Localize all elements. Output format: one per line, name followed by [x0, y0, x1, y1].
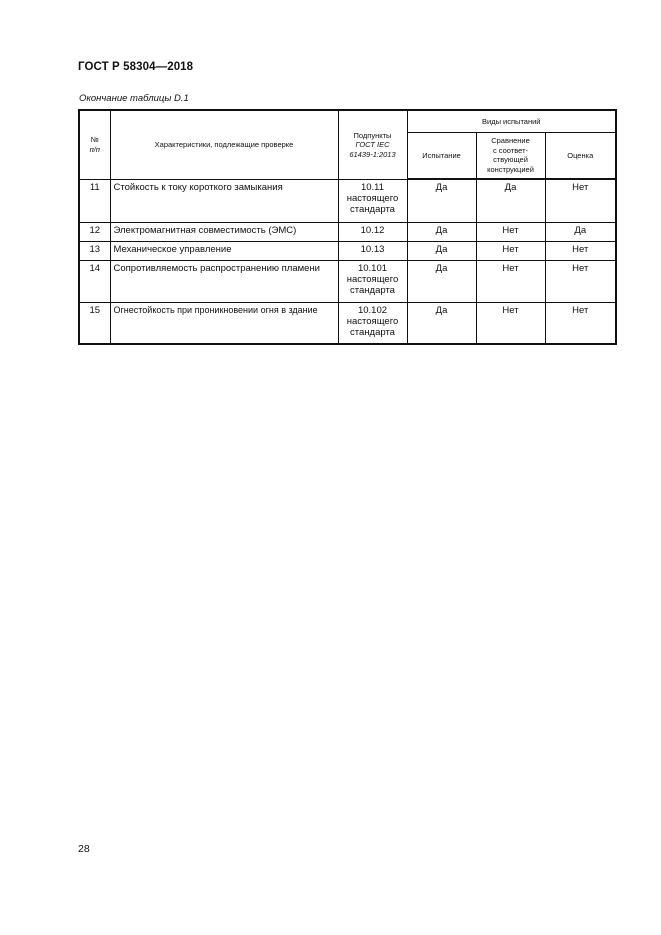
row-compare: Нет — [476, 260, 545, 302]
table-caption: Окончание таблицы D.1 — [79, 93, 189, 104]
row-test: Да — [407, 260, 476, 302]
row-clause: 10.102 настоящего стандарта — [338, 302, 407, 344]
row-characteristic: Стойкость к току короткого замыкания — [110, 179, 338, 222]
row-test: Да — [407, 222, 476, 241]
header-number-line1: № — [90, 135, 99, 145]
row-assessment: Нет — [545, 302, 616, 344]
row-compare: Нет — [476, 222, 545, 241]
document-standard-title: ГОСТ Р 58304—2018 — [78, 61, 194, 73]
header-subclauses-line3: 61439-1:2013 — [349, 149, 396, 159]
row-number: 15 — [79, 302, 110, 344]
row-number: 12 — [79, 222, 110, 241]
header-subclauses-line1: Подпункты — [353, 130, 392, 140]
row-compare: Да — [476, 179, 545, 222]
row-characteristic: Электромагнитная совместимость (ЭМС) — [110, 222, 338, 241]
row-characteristic: Сопротивляемость распространению пламени — [110, 260, 338, 302]
header-compare-line2: с соответ- — [492, 145, 529, 155]
header-subclauses-line2: ГОСТ IEC — [355, 140, 390, 149]
table-row — [79, 222, 616, 241]
header-test: Испытание — [407, 132, 476, 179]
row-compare: Нет — [476, 241, 545, 260]
row-assessment: Нет — [545, 260, 616, 302]
table-row — [79, 179, 616, 222]
row-number: 14 — [79, 260, 110, 302]
table-row — [79, 302, 616, 344]
row-number: 13 — [79, 241, 110, 260]
row-assessment: Нет — [545, 179, 616, 222]
row-test: Да — [407, 179, 476, 222]
header-test-types: Виды испытаний — [407, 110, 616, 132]
page-number: 28 — [78, 843, 90, 855]
header-subclauses — [338, 110, 407, 179]
header-compare-line1: Сравнение — [491, 136, 530, 146]
row-compare: Нет — [476, 302, 545, 344]
row-assessment: Да — [545, 222, 616, 241]
table-row — [79, 241, 616, 260]
header-number — [79, 110, 110, 179]
row-clause: 10.12 — [338, 222, 407, 241]
header-compare-line4: конструкцией — [487, 164, 534, 174]
row-characteristic: Механическое управление — [110, 241, 338, 260]
row-clause: 10.101 настоящего стандарта — [338, 260, 407, 302]
row-clause: 10.13 — [338, 241, 407, 260]
row-number: 11 — [79, 179, 110, 222]
table-row — [79, 260, 616, 302]
header-characteristics: Характеристики, подлежащие проверке — [110, 110, 338, 179]
row-test: Да — [407, 302, 476, 344]
header-compare-line3: ствующей — [493, 155, 528, 165]
header-assessment: Оценка — [545, 132, 616, 179]
row-characteristic: Огнестойкость при проникновении огня в здание — [110, 302, 338, 344]
row-test: Да — [407, 241, 476, 260]
test-types-table — [78, 109, 617, 345]
header-compare — [476, 132, 545, 179]
header-number-line2: п/п — [89, 144, 100, 154]
row-clause: 10.11 настоящего стандарта — [338, 179, 407, 222]
row-assessment: Нет — [545, 241, 616, 260]
